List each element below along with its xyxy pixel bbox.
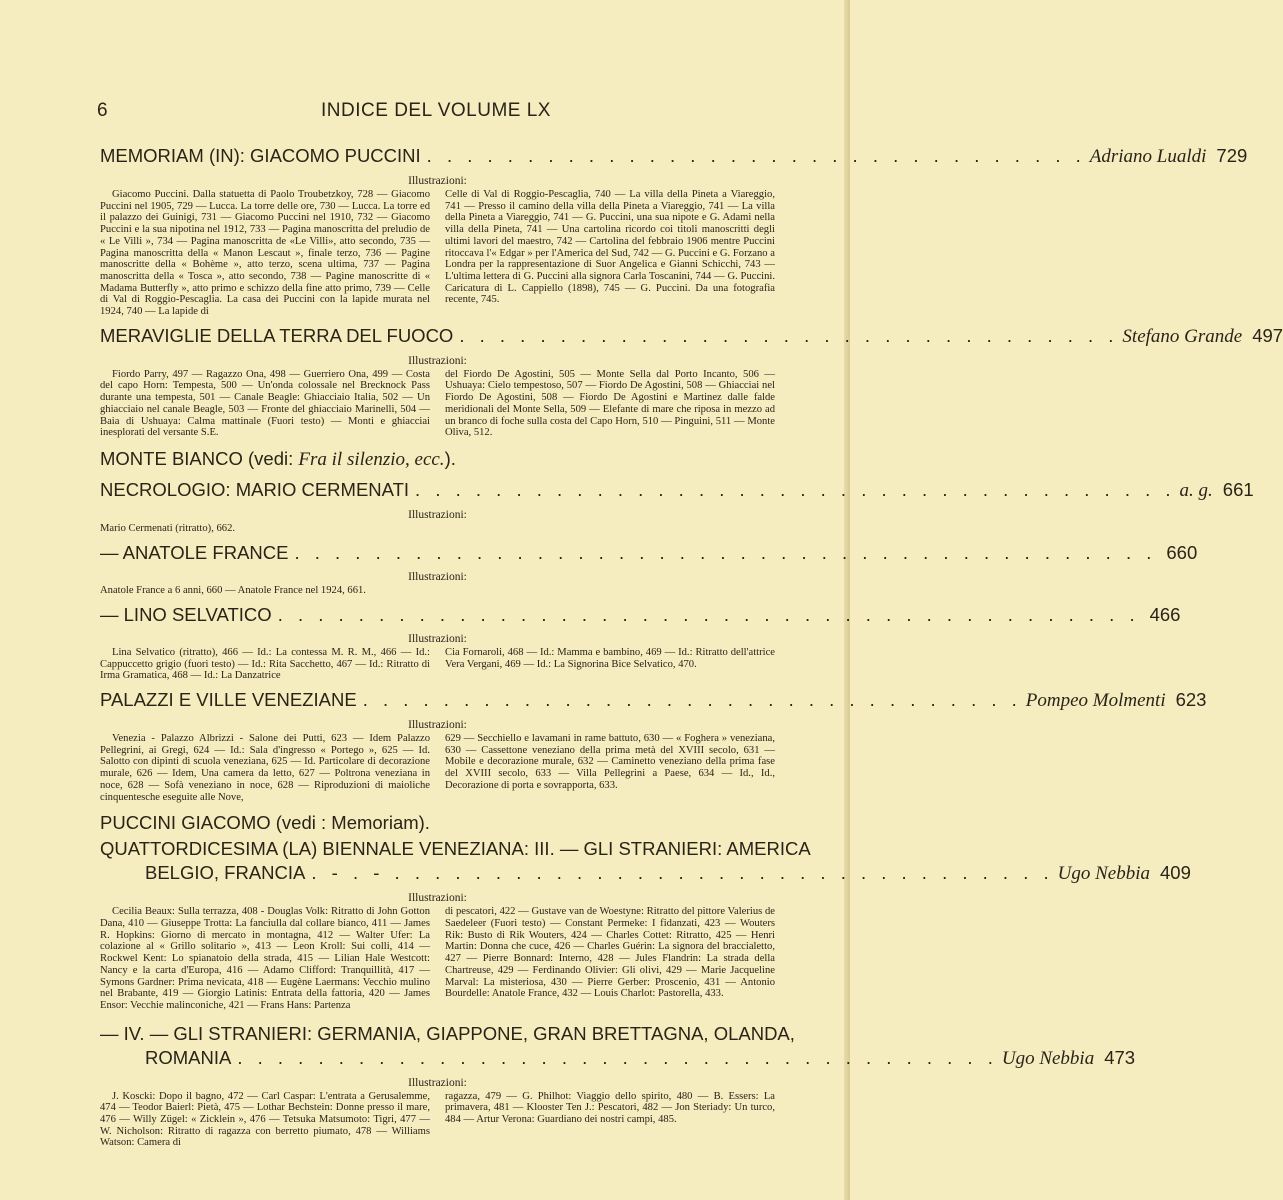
illustrations-col-right: del Fiordo De Agostini, 505 — Monte Sella dal Porto Incanto, 506 — Ushuaya: Cielo tempestoso, 507 — Fiordo De Agostini, 508 — Ghiacciai nel Fiordo De Agostini, 508 — Fiordo De Agostini e Martinez dalle falde meridionali del Monte Sella, 509 — Elefante di mare che riposa in mezzo ad un branco di foche sulla costa del Capo Horn, 510 — Pinguini, 511 — Monte Oliva, 512.	[445, 368, 775, 439]
illustrations-text: Anatole France a 6 anni, 660 — Anatole France nel 1924, 661.	[100, 584, 366, 596]
illustrations-label: Illustrazioni:	[408, 892, 467, 905]
entry-author: Ugo Nebbia	[1001, 1047, 1095, 1069]
illustrations-col-left: J. Koscki: Dopo il bagno, 472 — Carl Caspar: L'entrata a Gerusalemme, 474 — Teodor Baierl: Pietà, 475 — Lothar Bechstein: Donne presso il mare, 476 — Willy Zügel: « Zicklein », 476 — Tetsuka Matsumoto: Tigri, 477 — W. Nicholson: Ritratto di ragazza con berretto piumato, 478 — Williams Watson: Camera di	[100, 1090, 430, 1149]
entry-title: PALAZZI E VILLE VENEZIANE	[100, 689, 357, 711]
illustrations-columns	[100, 647, 775, 682]
entry-cermenati	[100, 478, 1254, 535]
illustrations-label: Illustrazioni:	[408, 632, 467, 645]
entry-title: NECROLOGIO: MARIO CERMENATI	[100, 478, 410, 500]
entry-page: 623	[1175, 689, 1207, 711]
entry-title-line	[100, 324, 1283, 349]
entry-title-line	[100, 688, 1207, 713]
illustrations-label: Illustrazioni:	[408, 508, 467, 521]
entry-biennale-germania	[100, 1022, 1136, 1150]
index-content	[100, 138, 1283, 1149]
cross-reference	[100, 447, 775, 472]
entry-author: Stefano Grande	[1122, 325, 1243, 347]
entry-title: MERAVIGLIE DELLA TERRA DEL FUOCO	[100, 324, 454, 346]
illustrations-col-right: ragazza, 479 — G. Philhot: Viaggio dello spirito, 480 — B. Essers: La primavera, 481 — Klooster Ten J.: Pescatori, 482 — Jon Steriady: Un turco, 484 — Artur Verona: Guardiano dei nostri campi, 485.	[445, 1090, 775, 1126]
leader-dots: . . . . . . . . . . . . . . . . . . . . . . . . . . . . . . . . .	[459, 324, 1119, 346]
entry-title: — LINO SELVATICO	[100, 603, 272, 625]
page-number: 6	[97, 100, 108, 121]
leader-dots: . - . - . . . . . . . . . . . . . . . . . . . . . . . . . . . . . . . . .	[311, 862, 1054, 884]
xref-prefix: MONTE BIANCO (vedi:	[100, 447, 299, 469]
entry-page: 660	[1166, 541, 1198, 563]
xref-suffix: ).	[444, 447, 456, 469]
illustrations-label: Illustrazioni:	[408, 570, 467, 583]
illustrations-col-left: Fiordo Parry, 497 — Ragazzo Ona, 498 — Guerriero Ona, 499 — Costa del capo Horn: Tempesta, 500 — Un'onda colossale nel Brecknock Pass durante una tempesta, 501 — Canale Beagle: Ghiacciaio Italia, 502 — Un ghiacciaio nel canale Beagle, 503 — Fronte del ghiacciaio Marinelli, 504 — Baia di Ushuaya: Calma mattinale (Fuori testo) — Monti e ghiacciai inesplorati del versante S.E.	[100, 368, 430, 439]
leader-dots: . . . . . . . . . . . . . . . . . . . . . . . . . . . . . . . . . . . . . .	[415, 478, 1176, 500]
entry-title: — IV. — GLI STRANIERI: GERMANIA, GIAPPONE, GRAN BRETTAGNA, OLANDA,	[100, 1022, 795, 1044]
entry-puccini	[100, 144, 1248, 318]
entry-page: 497	[1252, 324, 1283, 346]
illustrations-label: Illustrazioni:	[408, 719, 467, 732]
entry-title-line	[100, 144, 1248, 169]
entry-author: Ugo Nebbia	[1057, 863, 1150, 885]
entry-title-line	[100, 861, 1191, 886]
illustrations-col-left: Lina Selvatico (ritratto), 466 — Id.: La contessa M. R. M., 466 — Id.: Cappuccetto grigio (fuori testo) — Id.: Rita Sacchetto, 467 — Id.: Ritratto di Irma Gramatica, 468 — Id.: La Danzatrice	[100, 646, 430, 682]
entry-title-line	[100, 603, 1181, 627]
entry-title: MEMORIAM (IN): GIACOMO PUCCINI	[100, 145, 421, 166]
entry-page: 473	[1104, 1046, 1136, 1068]
running-title: INDICE DEL VOLUME LX	[321, 100, 551, 121]
entry-monte-bianco	[100, 447, 775, 472]
entry-title-line	[100, 541, 1198, 565]
illustrations-columns	[100, 189, 775, 318]
entry-title-cont: BELGIO, FRANCIA	[145, 862, 306, 884]
leader-dots: . . . . . . . . . . . . . . . . . . . . . . . . . . . . . . . . . . . . . . . . . . .	[277, 603, 1140, 625]
entry-palazzi-ville	[100, 688, 1207, 803]
illustrations-columns	[100, 733, 775, 803]
illustrations-col-right: di pescatori, 422 — Gustave van de Woestyne: Ritratto del pittore Valerius de Saedeleer (Fuori testo) — Constant Permeke: I fidanzati, 423 — Wouters Rik: Busto di Rik Wouters, 424 — Charles Cottet: Ritratto, 425 — Henri Martin: Donna che cuce, 426 — Charles Guérin: La signora del braccialetto, 427 — Pierre Bonnard: Interno, 428 — Jules Flandrin: La strada della Chartreuse, 429 — Ferdinando Olivier: Gli olivi, 429 — Marie Jacqueline Marval: La misteriosa, 430 — Pierre Gerber: Proscenio, 431 — Antonio Bourdelle: Anatole France, 432 — Louis Charlot: Pastorella, 433.	[445, 906, 775, 1000]
entry-page: 661	[1222, 478, 1254, 500]
entry-anatole-france	[100, 541, 1198, 597]
entry-puccini-ref	[100, 811, 775, 835]
illustrations-col-left: Giacomo Puccini. Dalla statuetta di Paolo Troubetzkoy, 728 — Giacomo Puccini nel 1905, 729 — Lucca. La torre delle ore, 730 — Lucca. La torre ed il palazzo dei Guinigi, 731 — Giacomo Puccini nel 1910, 732 — Giacomo Puccini e la sua nipotina nel 1912, 733 — Pagina manoscritta del preludio de « Le Villi », 734 — Pagina manoscritta de «Le Villi», atto secondo, 735 — Pagina manoscritta della « Manon Lescaut », finale terzo, 736 — Pagine manoscritte della « Bohème », atto terzo, scena ultima, 737 — Pagina manoscritta della « Tosca », atto secondo, 738 — Pagine manoscritte di « Madama Butterfly », atto primo e schizzo della fine atto primo, 739 — Celle di Val di Roggio-Pescaglia. La casa dei Puccini con la lapide murata nel 1924, 740 — La lapide di	[100, 189, 430, 318]
entry-title: QUATTORDICESIMA (LA) BIENNALE VENEZIANA: III. — GLI STRANIERI: AMERICA	[100, 838, 811, 860]
entry-page: 409	[1160, 862, 1191, 884]
leader-dots: . . . . . . . . . . . . . . . . . . . . . . . . . . . . . . . . .	[426, 145, 1086, 166]
cross-reference: PUCCINI GIACOMO (vedi : Memoriam).	[100, 812, 430, 834]
illustrations-columns	[100, 906, 775, 1011]
page-edge	[844, 0, 850, 1200]
entry-terra-del-fuoco	[100, 324, 1283, 439]
entry-author: Adriano Lualdi	[1089, 146, 1207, 167]
illustrations-label: Illustrazioni:	[408, 175, 467, 187]
illustrations-columns	[100, 1091, 775, 1150]
entry-page: 466	[1149, 603, 1181, 625]
entry-biennale-america	[100, 837, 1191, 1011]
illustrations-col-right: Cia Fornaroli, 468 — Id.: Mamma e bambino, 469 — Id.: Ritratto dell'attrice Vera Vergani, 469 — Id.: La Signorina Bice Selvatico, 470.	[445, 646, 775, 670]
entry-page: 729	[1216, 145, 1248, 166]
xref-target: Fra il silenzio, ecc.	[298, 448, 445, 470]
illustrations-columns	[100, 369, 775, 439]
leader-dots: . . . . . . . . . . . . . . . . . . . . . . . . . . . . . . . . .	[362, 689, 1022, 711]
illustrations-text: Mario Cermenati (ritratto), 662.	[100, 522, 236, 534]
entry-author: a. g.	[1179, 479, 1213, 501]
leader-dots: . . . . . . . . . . . . . . . . . . . . . . . . . . . . . . . . . . . . . .	[237, 1046, 998, 1068]
illustrations-label: Illustrazioni:	[408, 354, 467, 367]
illustrations-label: Illustrazioni:	[408, 1076, 467, 1089]
illustrations-col-left: Cecilia Beaux: Sulla terrazza, 408 - Douglas Volk: Ritratto di John Gotton Dana, 410 — Giuseppe Trotta: La fanciulla dal collare bianco, 411 — James R. Hopkins: Giorno di mercato in montagna, 412 — Walter Ufer: La colazione al « Grillo solitario », 413 — Leon Kroll: Sui colli, 414 — Rockwel Kent: Lo spianatoio della strada, 415 — Lilian Hale Westcott: Nancy e la carta d'Europa, 416 — Adamo Clifford: Tranquillità, 417 — Symons Gardner: Prima nevicata, 418 — Eugène Laermans: Vecchio mulino nel Brabante, 419 — Giorgio Latinis: Entrata della fattoria, 420 — James Ensor: Vecchie malinconiche, 421 — Frans Hans: Partenza	[100, 906, 430, 1011]
entry-title: — ANATOLE FRANCE	[100, 541, 289, 563]
illustrations-col-right: Celle di Val di Roggio-Pescaglia, 740 — La villa della Pineta a Viareggio, 741 — Presso il camino della villa della Pineta a Viareggio, 741 — La villa della Pineta a Viareggio, 741 — G. Puccini, una sua nipote e G. Adami nella villa della Pineta, 741 — Una cartolina ricordo coi titoli manoscritti degli ultimi lavori del maestro, 742 — Cartolina del febbraio 1906 mentre Puccini ritoccava l'« Edgar » per l'America del Sud, 742 — G. Puccini e G. Forzano a Londra per la rappresentazione di Suor Angelica e Gianni Schicchi, 743 — L'ultima lettera di G. Puccini alla signora Carla Toscanini, 744 — G. Puccini. Caricatura di L. Cappiello (1898), 745 — G. Puccini. Da una fotografia recente, 745.	[445, 189, 775, 306]
entry-title-line	[100, 1046, 1136, 1071]
entry-author: Pompeo Molmenti	[1025, 690, 1166, 712]
illustrations-col-right: 629 — Secchiello e lavamani in rame battuto, 630 — « Foghera » veneziana, 630 — Cassettone veneziano della prima metà del XVIII secolo, 631 — Mobile e decorazione murale, 632 — Caminetto veneziano della prima fase del XVIII secolo, 633 — Villa Pellegrini a Paese, 634 — Id., Id., Decorazione di porta e sovrapporta, 633.	[445, 733, 775, 791]
illustrations-col-left: Venezia - Palazzo Albrizzi - Salone dei Putti, 623 — Idem Palazzo Pellegrini, ai Gregi, 624 — Id.: Sala d'ingresso « Portego », 625 — Id. Salotto con dipinti di scuola veneziana, 625 — Id. Particolare di decorazione murale, 626 — Idem, Una camera da letto, 627 — Poltrona veneziana in noce, 628 — Sofà veneziano in noce, 628 — Riproduzioni di maioliche cinquentesche eseguite alle Nove,	[100, 733, 430, 803]
leader-dots: . . . . . . . . . . . . . . . . . . . . . . . . . . . . . . . . . . . . . . . . . . .	[294, 541, 1157, 563]
entry-lino-selvatico	[100, 603, 1181, 682]
entry-title-cont: ROMANIA	[145, 1046, 232, 1068]
entry-title-line	[100, 478, 1254, 503]
page-header	[97, 100, 775, 128]
